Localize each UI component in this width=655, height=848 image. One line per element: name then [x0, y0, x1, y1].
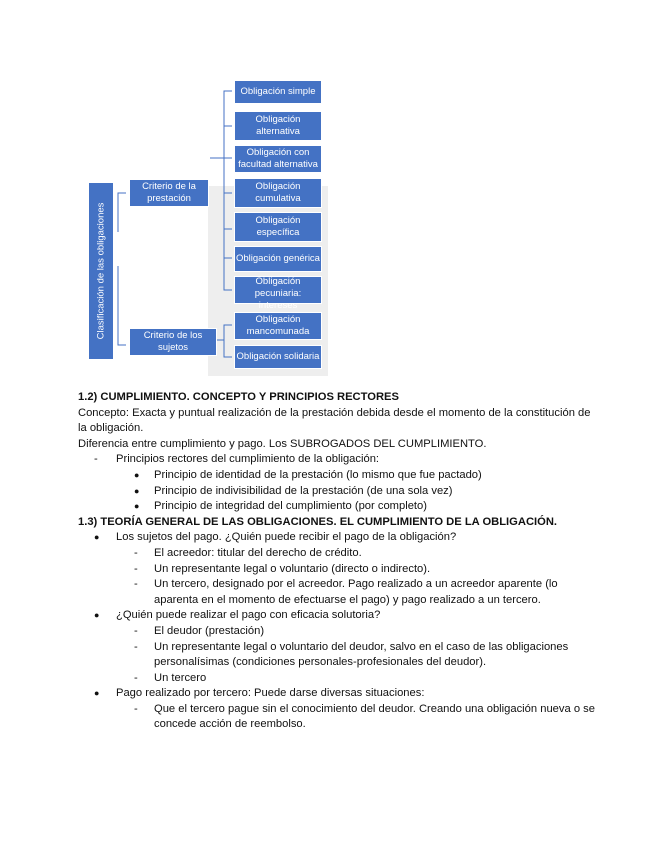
list-item-text: Un representante legal o voluntario (directo o indirecto).: [154, 562, 431, 575]
dash-marker: -: [134, 702, 138, 715]
list-item: [78, 624, 598, 640]
dash-marker: -: [134, 640, 138, 653]
dash-marker: -: [134, 546, 138, 559]
dash-marker: -: [134, 578, 138, 591]
criterio-prestacion-label: Criterio de la prestación: [142, 181, 196, 204]
list-item-text: Principio de indivisibilidad de la prestación (de una sola vez): [154, 484, 453, 497]
list-item-text: Principio de integridad del cumplimiento (por completo): [154, 500, 427, 513]
list-item-text: Un tercero, designado por el acreedor. Pago realizado a un acreedor aparente (lo aparenta en el momento de efectuarse el pago) y pago realizado a un tercero.: [154, 578, 558, 606]
dash-marker: -: [94, 453, 98, 466]
list-item-text: Los sujetos del pago. ¿Quién puede recibir el pago de la obligación?: [116, 531, 457, 544]
section-heading-cumplimiento: 1.2) CUMPLIMIENTO. CONCEPTO Y PRINCIPIOS RECTORES: [78, 391, 399, 403]
list-item-text: Principio de identidad de la prestación (lo mismo que fue pactado): [154, 468, 482, 481]
root-label: Clasificación de las obligaciones: [95, 202, 106, 340]
bullet-icon: ●: [94, 688, 100, 699]
list-item-text: ¿Quién puede realizar el pago con eficacia solutoria?: [116, 609, 381, 622]
item-box-simple: [234, 80, 322, 104]
list-item-text: Un tercero: [154, 671, 207, 684]
list-item-text: El acreedor: titular del derecho de crédito.: [154, 546, 362, 559]
document-body: [78, 390, 598, 733]
diferencia-paragraph: Diferencia entre cumplimiento y pago. Los SUBROGADOS DEL CUMPLIMIENTO.: [78, 437, 487, 450]
bullet-icon: ●: [94, 610, 100, 621]
list-item: [78, 530, 598, 546]
item-box-generica: [234, 246, 322, 272]
criterio-sujetos-label: Criterio de los sujetos: [143, 330, 203, 353]
item-label: Obligación genérica: [236, 253, 320, 264]
item-label: Obligación específica: [255, 215, 301, 238]
item-box-solidaria: [234, 345, 322, 369]
list-item-text: Que el tercero pague sin el conocimiento del deudor. Creando una obligación nueva o se concede acción de reembolso.: [154, 702, 595, 731]
bullet-icon: ●: [134, 501, 140, 512]
item-label: Obligación cumulativa: [255, 181, 301, 204]
criterio-prestacion-box: [129, 179, 209, 207]
list-item: [78, 577, 598, 608]
item-box-cumulativa: [234, 178, 322, 208]
list-item-text: Un representante legal o voluntario del deudor, salvo en el caso de las obligaciones personalísimas (condiciones personales-profesionales del deudor).: [154, 640, 569, 669]
item-label: Obligación con facultad alternativa: [238, 147, 318, 170]
item-label: Obligación pecuniaria: intereses: [254, 276, 302, 311]
dash-marker: -: [134, 562, 138, 575]
list-item: [78, 468, 598, 484]
list-item: [78, 562, 598, 578]
item-box-pecuniaria: [234, 276, 322, 311]
section-heading-teoria: 1.3) TEORÍA GENERAL DE LAS OBLIGACIONES. EL CUMPLIMIENTO DE LA OBLIGACIÓN.: [78, 515, 558, 528]
classification-diagram: [0, 0, 655, 380]
list-item-text: Pago realizado por tercero: Puede darse diversas situaciones:: [116, 687, 425, 700]
list-item: [78, 484, 598, 500]
principios-item: [78, 452, 598, 468]
dash-marker: -: [134, 671, 138, 684]
list-item: [78, 608, 598, 624]
item-label: Obligación simple: [240, 86, 316, 97]
list-item: [78, 546, 598, 562]
list-item-text: El deudor (prestación): [154, 624, 265, 637]
root-box: [88, 182, 114, 360]
list-item-text: Principios rectores del cumplimiento de la obligación:: [116, 453, 380, 466]
bullet-icon: ●: [94, 532, 100, 543]
concepto-paragraph: Concepto: Exacta y puntual realización de la prestación debida desde el momento de la constitución de la obligación.: [78, 406, 591, 435]
list-item: [78, 640, 598, 671]
list-item: [78, 702, 598, 733]
list-item: [78, 686, 598, 702]
item-label: Obligación mancomunada: [246, 314, 310, 337]
bullet-icon: ●: [134, 485, 140, 496]
item-box-facultad-alternativa: [234, 145, 322, 173]
list-item: [78, 499, 598, 515]
bullet-icon: ●: [134, 469, 140, 480]
dash-marker: -: [134, 624, 138, 637]
item-box-mancomunada: [234, 312, 322, 340]
item-box-alternativa: [234, 111, 322, 141]
item-box-especifica: [234, 212, 322, 242]
item-label: Obligación alternativa: [255, 114, 301, 137]
list-item: [78, 671, 598, 687]
item-label: Obligación solidaria: [236, 351, 320, 362]
criterio-sujetos-box: [129, 328, 217, 356]
